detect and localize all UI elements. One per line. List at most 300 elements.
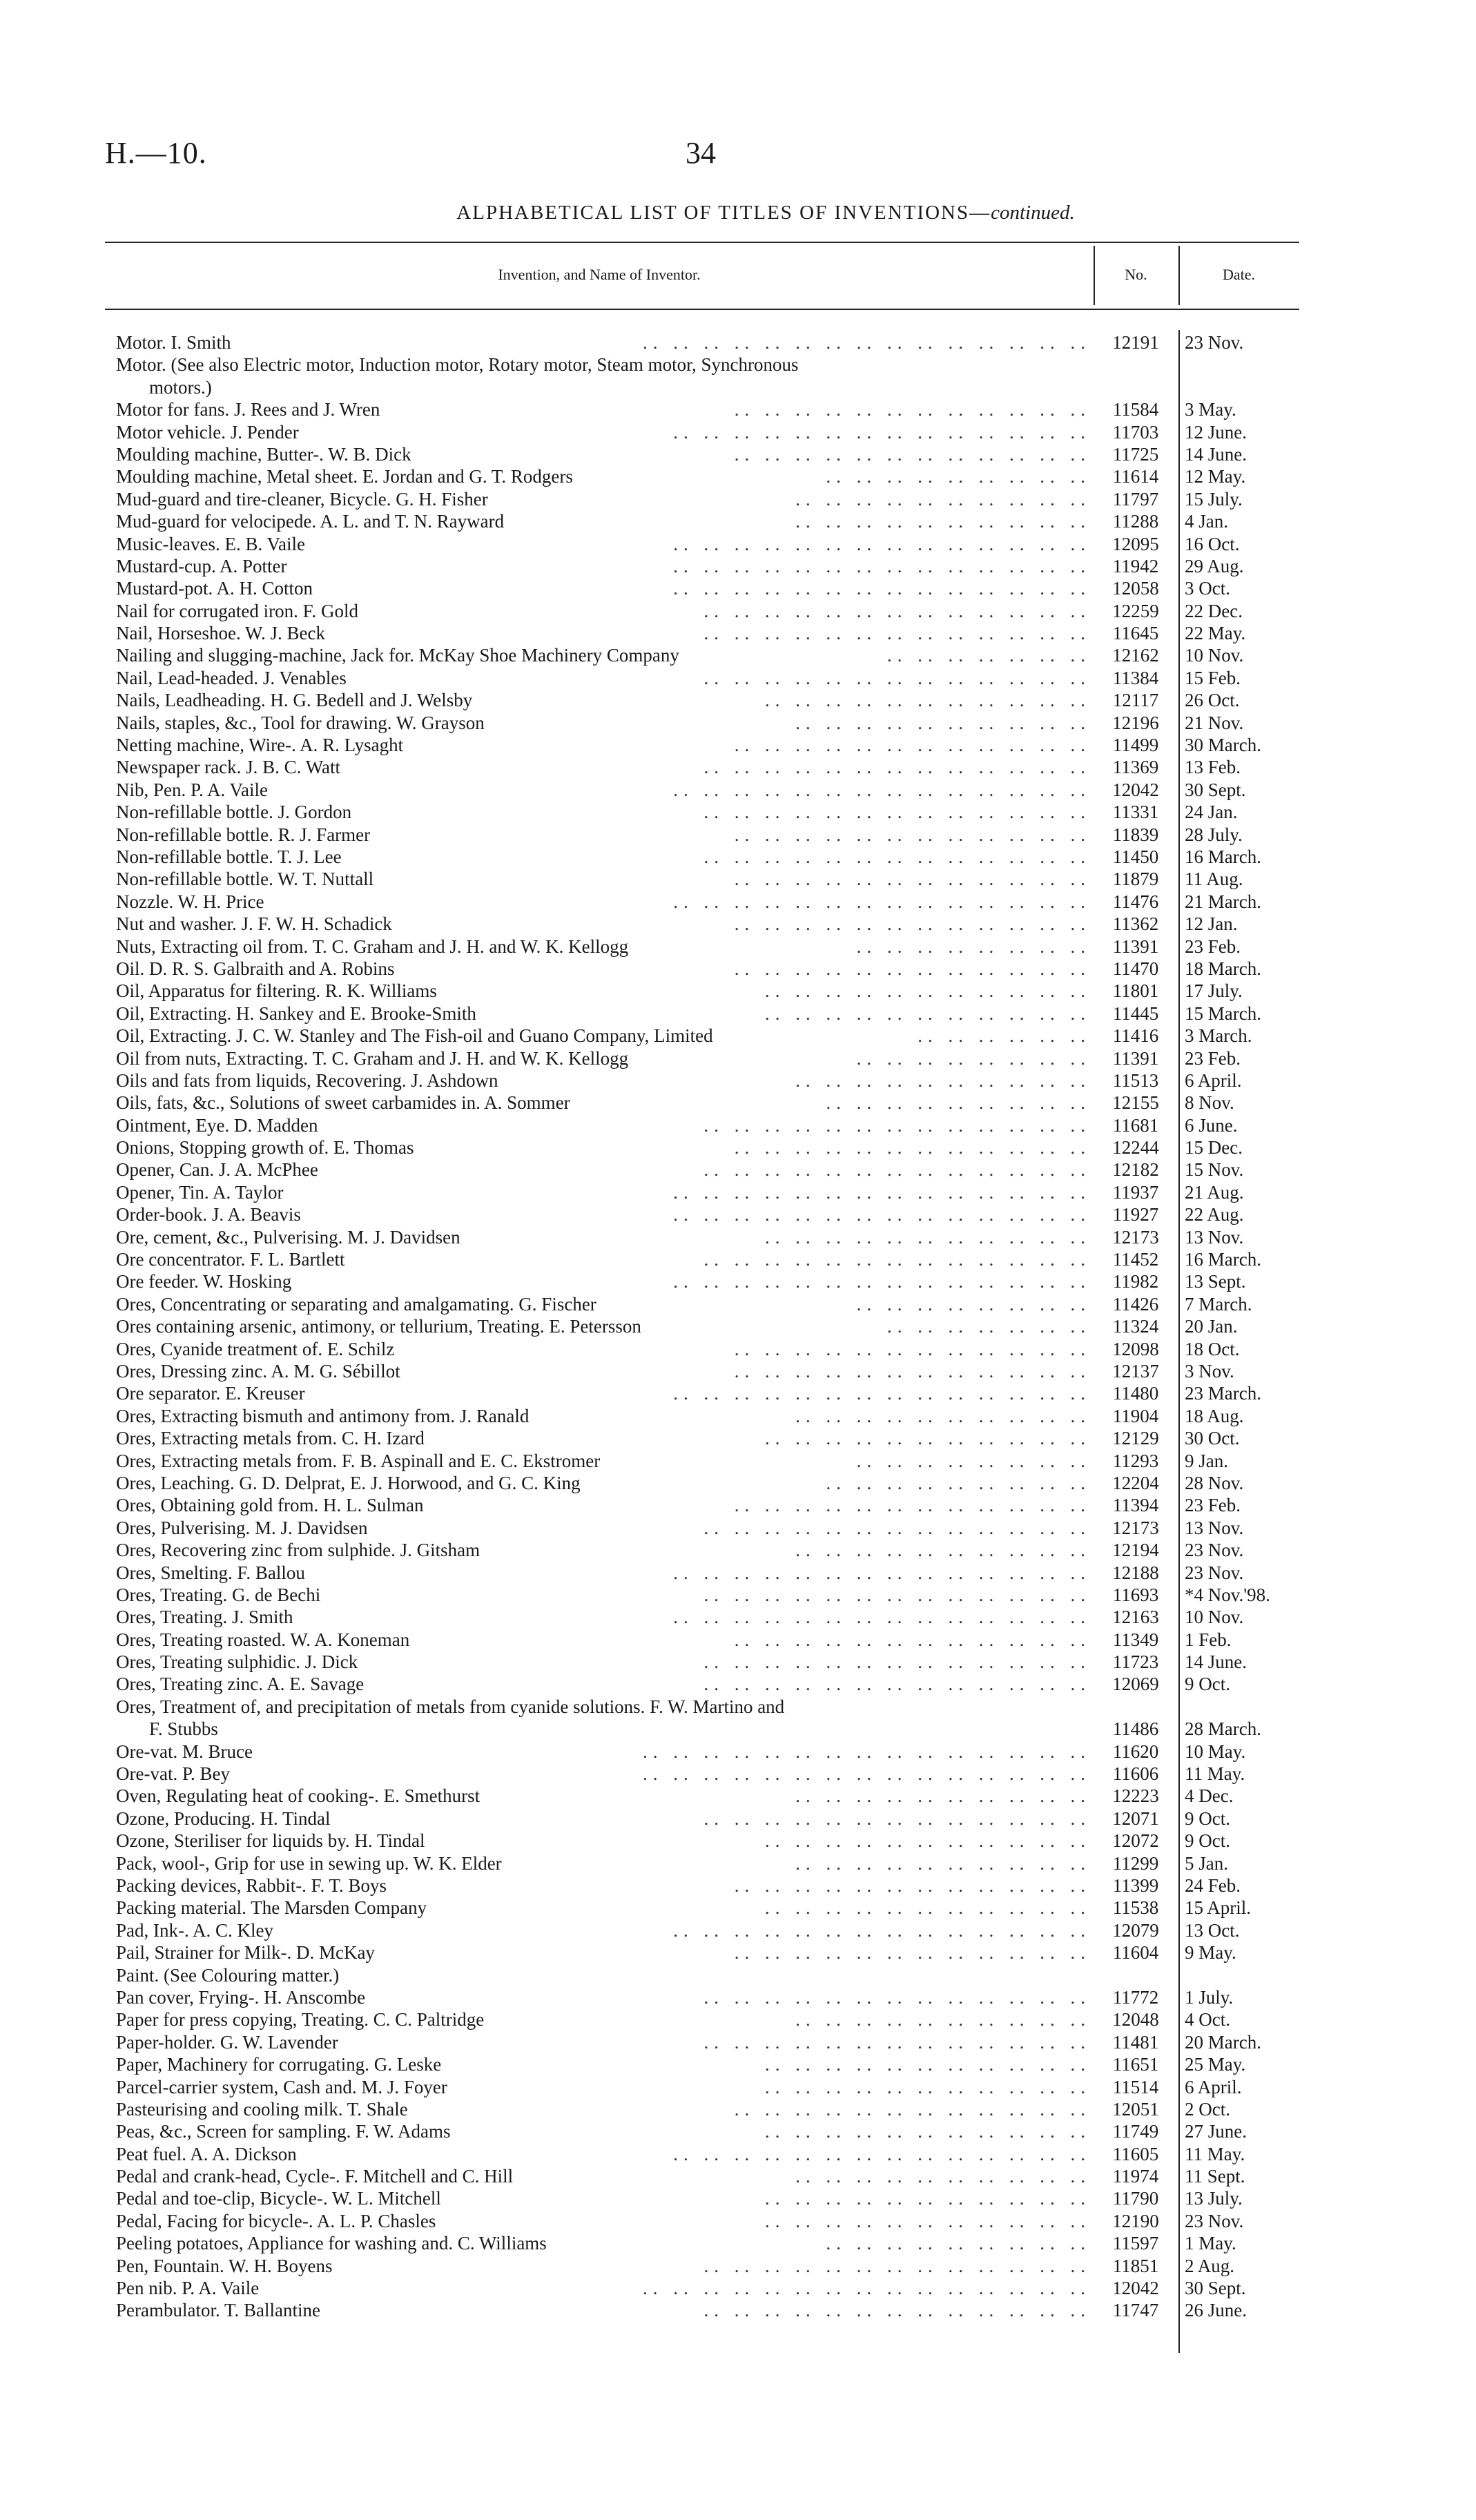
leader-dots: .. .. .. .. .. .. .. bbox=[887, 645, 1091, 666]
patent-number: 11597 bbox=[1112, 2233, 1159, 2254]
patent-date: 2 Aug. bbox=[1185, 2255, 1235, 2276]
leader-dots: .. .. .. .. .. .. .. .. .. .. .. .. .. .. .. bbox=[643, 1763, 1091, 1785]
leader-dots: .. .. .. .. .. .. .. .. .. .. .. bbox=[765, 2076, 1091, 2097]
patent-date: 28 Nov. bbox=[1185, 1472, 1244, 1493]
table-row bbox=[0, 913, 1476, 935]
invention-text: Ores, Leaching. G. D. Delprat, E. J. Horwood, and G. C. King bbox=[116, 1472, 581, 1493]
patent-date: 10 May. bbox=[1185, 1741, 1246, 1762]
patent-date: 23 March. bbox=[1185, 1383, 1261, 1404]
table-row bbox=[0, 2187, 1476, 2209]
table-row bbox=[0, 577, 1476, 599]
table-row bbox=[0, 2232, 1476, 2254]
invention-text: Ointment, Eye. D. Madden bbox=[116, 1114, 318, 1136]
invention-text: Ores, Pulverising. M. J. Davidsen bbox=[116, 1517, 368, 1538]
table-row bbox=[0, 510, 1476, 532]
leader-dots: .. .. .. .. .. .. .. .. .. .. .. .. .. .. bbox=[673, 533, 1091, 554]
patent-number: 11324 bbox=[1112, 1316, 1159, 1337]
table-row bbox=[0, 1584, 1476, 1606]
table-row bbox=[0, 1651, 1476, 1673]
patent-number: 11605 bbox=[1112, 2143, 1159, 2164]
patent-number: 12190 bbox=[1112, 2210, 1159, 2231]
table-row bbox=[0, 667, 1476, 689]
patent-number: 12155 bbox=[1112, 1092, 1159, 1114]
patent-date: 21 Aug. bbox=[1185, 1181, 1244, 1203]
patent-number: 11982 bbox=[1112, 1271, 1159, 1292]
patent-date: 1 July. bbox=[1185, 1986, 1234, 2008]
table-row bbox=[0, 1002, 1476, 1025]
invention-text: Ores, Treating. G. de Bechi bbox=[116, 1584, 321, 1605]
invention-text: Ore-vat. M. Bruce bbox=[116, 1741, 253, 1762]
table-row bbox=[0, 779, 1476, 801]
patent-date: 23 Nov. bbox=[1185, 1540, 1244, 1561]
table-row bbox=[0, 1360, 1476, 1382]
table-row bbox=[0, 1405, 1476, 1427]
patent-date: 4 Dec. bbox=[1185, 1785, 1234, 1807]
table-row bbox=[0, 1226, 1476, 1248]
invention-text: Packing devices, Rabbit-. F. T. Boys bbox=[116, 1874, 387, 1896]
invention-text: Pen nib. P. A. Vaile bbox=[116, 2278, 260, 2299]
patent-date: 26 June. bbox=[1185, 2300, 1247, 2321]
leader-dots: .. .. .. .. .. .. .. .. .. .. .. .. .. bbox=[703, 1651, 1091, 1673]
invention-text: Oils, fats, &c., Solutions of sweet carbamides in. A. Sommer bbox=[116, 1092, 570, 1114]
leader-dots: .. .. .. .. .. .. .. .. bbox=[856, 936, 1091, 957]
patent-number: 12058 bbox=[1112, 578, 1159, 599]
column-header-date: Date. bbox=[1222, 266, 1256, 283]
leader-dots: .. .. .. .. .. .. .. .. .. .. .. .. .. .. bbox=[673, 1181, 1091, 1203]
leader-dots: .. .. .. .. .. .. .. .. .. .. .. .. bbox=[734, 913, 1091, 935]
leader-dots: .. .. .. .. .. .. .. .. .. .. .. .. bbox=[734, 399, 1091, 420]
table-row bbox=[0, 1069, 1476, 1092]
patent-number: 11538 bbox=[1112, 1897, 1159, 1919]
patent-number: 12162 bbox=[1112, 645, 1159, 666]
invention-text: Ores, Extracting bismuth and antimony from. J. Ranald bbox=[116, 1405, 530, 1426]
patent-date: 7 March. bbox=[1185, 1293, 1252, 1315]
leader-dots: .. .. .. .. .. .. .. .. bbox=[856, 1047, 1091, 1069]
patent-date: 23 Nov. bbox=[1185, 1562, 1244, 1583]
patent-number: 11927 bbox=[1112, 1204, 1159, 1225]
leader-dots: .. .. .. .. .. .. .. .. .. .. .. bbox=[765, 1226, 1091, 1248]
leader-dots: .. .. .. .. .. .. .. .. .. .. .. .. bbox=[734, 1874, 1091, 1896]
invention-text: Pack, wool-, Grip for use in sewing up. W. K. Elder bbox=[116, 1852, 502, 1874]
leader-dots: .. .. .. .. .. .. .. .. .. .. .. .. .. .. bbox=[673, 1271, 1091, 1292]
patent-number: 12042 bbox=[1112, 2278, 1159, 2299]
leader-dots: .. .. .. .. .. .. .. .. .. .. bbox=[795, 1785, 1091, 1807]
invention-text: Motor for fans. J. Rees and J. Wren bbox=[116, 399, 380, 420]
table-row bbox=[0, 331, 1476, 353]
patent-number: 12069 bbox=[1112, 1674, 1159, 1695]
invention-text: Ores, Treating zinc. A. E. Savage bbox=[116, 1674, 365, 1695]
invention-text: Nailing and slugging-machine, Jack for. McKay Shoe Machinery Company bbox=[116, 645, 679, 666]
patent-date: 13 Nov. bbox=[1185, 1517, 1244, 1538]
table-row bbox=[0, 1114, 1476, 1136]
patent-date: 18 March. bbox=[1185, 958, 1261, 979]
patent-date: 13 Oct. bbox=[1185, 1919, 1240, 1941]
leader-dots: .. .. .. .. .. .. .. .. .. bbox=[826, 466, 1091, 487]
patent-number: 12048 bbox=[1112, 2009, 1159, 2030]
leader-dots: .. .. .. .. .. .. .. .. .. .. .. .. .. bbox=[703, 1986, 1091, 2008]
patent-date: 3 May. bbox=[1185, 399, 1236, 420]
invention-text: Motor. I. Smith bbox=[116, 332, 231, 353]
leader-dots: .. .. .. .. .. .. .. .. .. .. bbox=[795, 1852, 1091, 1874]
patent-number: 11620 bbox=[1112, 1741, 1159, 1762]
leader-dots: .. .. .. .. .. .. .. .. .. .. .. bbox=[765, 2054, 1091, 2075]
patent-date: 14 June. bbox=[1185, 1651, 1247, 1673]
invention-text: Nib, Pen. P. A. Vaile bbox=[116, 779, 269, 800]
table-row bbox=[0, 1293, 1476, 1315]
patent-number: 11331 bbox=[1112, 802, 1159, 823]
patent-number: 12098 bbox=[1112, 1338, 1159, 1359]
patent-date: 30 Oct. bbox=[1185, 1428, 1240, 1449]
invention-text: Netting machine, Wire-. A. R. Lysaght bbox=[116, 735, 404, 756]
invention-text: Ores, Treating. J. Smith bbox=[116, 1607, 293, 1628]
leader-dots: .. .. .. .. .. .. .. .. .. bbox=[826, 1092, 1091, 1114]
leader-dots: .. .. .. .. .. .. .. .. .. .. .. .. bbox=[734, 1942, 1091, 1964]
table-row bbox=[0, 1919, 1476, 1941]
table-row bbox=[0, 1830, 1476, 1852]
table-row bbox=[0, 1203, 1476, 1225]
invention-text: Mud-guard and tire-cleaner, Bicycle. G. H. Fisher bbox=[116, 488, 488, 510]
patent-date: 10 Nov. bbox=[1185, 645, 1244, 666]
table-row bbox=[0, 891, 1476, 913]
leader-dots: .. .. .. .. .. .. .. .. .. .. .. .. .. .. bbox=[673, 1383, 1091, 1404]
invention-text: Peas, &c., Screen for sampling. F. W. Adams bbox=[116, 2121, 451, 2142]
table-row bbox=[0, 2120, 1476, 2142]
patent-number: 12071 bbox=[1112, 1807, 1159, 1829]
patent-date: 30 Sept. bbox=[1185, 2278, 1246, 2299]
invention-text: Non-refillable bottle. R. J. Farmer bbox=[116, 824, 371, 845]
inventions-list bbox=[0, 331, 1476, 2322]
leader-dots: .. .. .. .. .. .. .. .. .. .. bbox=[795, 1540, 1091, 1561]
leader-dots: .. .. .. .. .. .. .. .. .. .. .. .. bbox=[734, 735, 1091, 756]
patent-number: 11974 bbox=[1112, 2166, 1159, 2187]
patent-date: 22 Dec. bbox=[1185, 600, 1243, 621]
table-row bbox=[0, 801, 1476, 823]
patent-date: 16 March. bbox=[1185, 1249, 1261, 1270]
table-row bbox=[0, 936, 1476, 958]
invention-text: Pail, Strainer for Milk-. D. McKay bbox=[116, 1942, 375, 1964]
table-row bbox=[0, 1517, 1476, 1539]
table-row bbox=[0, 1741, 1476, 1763]
invention-text: Ore separator. E. Kreuser bbox=[116, 1383, 305, 1404]
patent-number: 12173 bbox=[1112, 1226, 1159, 1248]
leader-dots: .. .. .. .. .. .. .. .. .. bbox=[826, 1472, 1091, 1493]
leader-dots: .. .. .. .. .. .. .. .. .. .. bbox=[795, 511, 1091, 532]
invention-text-continued: motors.) bbox=[149, 376, 212, 398]
patent-date: 11 May. bbox=[1185, 1763, 1245, 1785]
invention-text: Ore-vat. P. Bey bbox=[116, 1763, 230, 1785]
leader-dots: .. .. .. .. .. .. .. .. .. .. .. bbox=[765, 1428, 1091, 1449]
table-row bbox=[0, 488, 1476, 510]
leader-dots: .. .. .. .. .. .. .. .. .. .. .. .. .. bbox=[703, 1159, 1091, 1181]
invention-text: Ozone, Steriliser for liquids by. H. Tindal bbox=[116, 1830, 425, 1852]
invention-text: Ore concentrator. F. L. Bartlett bbox=[116, 1249, 345, 1270]
leader-dots: .. .. .. .. .. .. .. .. .. .. bbox=[795, 712, 1091, 733]
leader-dots: .. .. .. .. .. .. bbox=[917, 1025, 1091, 1047]
patent-date: 13 Sept. bbox=[1185, 1271, 1246, 1292]
patent-date: 21 Nov. bbox=[1185, 712, 1244, 733]
patent-number: 12129 bbox=[1112, 1428, 1159, 1449]
leader-dots: .. .. .. .. .. .. .. .. .. .. .. .. .. .. .. bbox=[643, 1741, 1091, 1762]
table-row bbox=[0, 1248, 1476, 1270]
patent-date: 10 Nov. bbox=[1185, 1607, 1244, 1628]
leader-dots: .. .. .. .. .. .. .. .. .. .. .. .. .. bbox=[703, 802, 1091, 823]
patent-date: 4 Jan. bbox=[1185, 511, 1228, 532]
patent-number: 11797 bbox=[1112, 488, 1159, 510]
leader-dots: .. .. .. .. .. .. .. .. .. .. .. .. .. bbox=[703, 757, 1091, 778]
table-row bbox=[0, 2165, 1476, 2187]
patent-number: 11723 bbox=[1112, 1651, 1159, 1673]
leader-dots: .. .. .. .. .. .. .. .. .. .. .. .. .. .. bbox=[673, 1607, 1091, 1628]
invention-text: Pedal and toe-clip, Bicycle-. W. L. Mitchell bbox=[116, 2188, 441, 2209]
patent-date: 3 Oct. bbox=[1185, 578, 1230, 599]
leader-dots: .. .. .. .. .. .. .. .. .. .. .. .. bbox=[734, 1495, 1091, 1516]
table-row bbox=[0, 1494, 1476, 1516]
patent-date: 23 Feb. bbox=[1185, 1047, 1241, 1069]
patent-number: 11606 bbox=[1112, 1763, 1159, 1785]
patent-number: 11772 bbox=[1112, 1986, 1159, 2008]
invention-text: Oil from nuts, Extracting. T. C. Graham and J. H. and W. K. Kellogg bbox=[116, 1047, 629, 1069]
leader-dots: .. .. .. .. .. .. .. .. .. .. .. .. bbox=[734, 958, 1091, 979]
table-row bbox=[0, 1539, 1476, 1561]
patent-number: 11604 bbox=[1112, 1942, 1159, 1964]
invention-text: Ores, Smelting. F. Ballou bbox=[116, 1562, 305, 1583]
invention-text: Oil, Extracting. J. C. W. Stanley and The Fish-oil and Guano Company, Limited bbox=[116, 1025, 713, 1047]
invention-text-continued: F. Stubbs bbox=[149, 1718, 218, 1740]
invention-text: Opener, Can. J. A. McPhee bbox=[116, 1159, 318, 1181]
invention-text: Parcel-carrier system, Cash and. M. J. Foyer bbox=[116, 2076, 447, 2097]
table-row bbox=[0, 421, 1476, 443]
table-row bbox=[0, 734, 1476, 756]
table-row bbox=[0, 353, 1476, 398]
leader-dots: .. .. .. .. .. .. .. .. .. .. .. .. .. .. bbox=[673, 1562, 1091, 1583]
patent-number: 12223 bbox=[1112, 1785, 1159, 1807]
invention-text: Ore feeder. W. Hosking bbox=[116, 1271, 292, 1292]
patent-date: 30 Sept. bbox=[1185, 779, 1246, 800]
patent-date: 5 Jan. bbox=[1185, 1852, 1228, 1874]
patent-date: 24 Feb. bbox=[1185, 1874, 1241, 1896]
patent-date: 20 Jan. bbox=[1185, 1316, 1238, 1337]
patent-number: 11879 bbox=[1112, 869, 1159, 890]
patent-number: 11452 bbox=[1112, 1249, 1159, 1270]
table-row bbox=[0, 2143, 1476, 2165]
invention-text: Non-refillable bottle. T. J. Lee bbox=[116, 846, 342, 867]
patent-date: 23 Feb. bbox=[1185, 1495, 1241, 1516]
patent-number: 11584 bbox=[1112, 399, 1159, 420]
table-row bbox=[0, 1427, 1476, 1449]
patent-date: 6 June. bbox=[1185, 1114, 1238, 1136]
patent-date: 8 Nov. bbox=[1185, 1092, 1234, 1114]
leader-dots: .. .. .. .. .. .. .. .. .. .. .. .. .. .. .. bbox=[643, 332, 1091, 353]
patent-date: 15 Nov. bbox=[1185, 1159, 1244, 1181]
list-title-continued: continued. bbox=[991, 202, 1075, 224]
table-row bbox=[0, 958, 1476, 980]
patent-number: 12117 bbox=[1112, 690, 1159, 711]
invention-text: Paper-holder. G. W. Lavender bbox=[116, 2031, 338, 2053]
patent-number: 11394 bbox=[1112, 1495, 1159, 1516]
patent-date: 9 May. bbox=[1185, 1942, 1236, 1964]
patent-date: 1 May. bbox=[1185, 2233, 1236, 2254]
list-title bbox=[0, 202, 1476, 224]
invention-text: Perambulator. T. Ballantine bbox=[116, 2300, 320, 2321]
leader-dots: .. .. .. .. .. .. .. .. .. .. .. .. .. bbox=[703, 1249, 1091, 1270]
invention-text: Motor. (See also Electric motor, Induction motor, Rotary motor, Steam motor, Synchronous bbox=[116, 354, 799, 376]
page-number: 34 bbox=[686, 136, 716, 170]
patent-date: 15 March. bbox=[1185, 1002, 1261, 1024]
table-row bbox=[0, 689, 1476, 711]
leader-dots: .. .. .. .. .. .. .. .. .. .. .. .. .. bbox=[703, 2300, 1091, 2321]
leader-dots: .. .. .. .. .. .. .. .. .. .. .. .. .. .. bbox=[673, 421, 1091, 443]
invention-text: Nuts, Extracting oil from. T. C. Graham and J. H. and W. K. Kellogg bbox=[116, 936, 629, 957]
leader-dots: .. .. .. .. .. .. .. .. .. .. .. .. .. bbox=[703, 667, 1091, 688]
patent-number: 12095 bbox=[1112, 533, 1159, 554]
table-row bbox=[0, 1270, 1476, 1292]
invention-text: Ores, Cyanide treatment of. E. Schilz bbox=[116, 1338, 395, 1359]
table-row bbox=[0, 622, 1476, 644]
table-row bbox=[0, 980, 1476, 1002]
patent-date: 21 March. bbox=[1185, 891, 1261, 912]
leader-dots: .. .. .. .. .. .. .. .. .. .. .. bbox=[765, 2188, 1091, 2209]
leader-dots: .. .. .. .. .. .. .. .. bbox=[856, 1450, 1091, 1471]
invention-text: Paint. (See Colouring matter.) bbox=[116, 1964, 340, 1986]
invention-text: Oven, Regulating heat of cooking-. E. Smethurst bbox=[116, 1785, 480, 1807]
table-row bbox=[0, 1852, 1476, 1874]
patent-number: 11470 bbox=[1112, 958, 1159, 979]
header-rule-top bbox=[105, 242, 1299, 243]
table-row bbox=[0, 1472, 1476, 1494]
patent-date: 15 Feb. bbox=[1185, 667, 1241, 688]
patent-date: 15 April. bbox=[1185, 1897, 1252, 1919]
table-row bbox=[0, 1696, 1476, 1741]
invention-text: Pad, Ink-. A. C. Kley bbox=[116, 1919, 273, 1941]
invention-text: Packing material. The Marsden Company bbox=[116, 1897, 427, 1919]
table-row bbox=[0, 1315, 1476, 1337]
table-row bbox=[0, 868, 1476, 890]
leader-dots: .. .. .. .. .. .. .. .. .. bbox=[826, 2233, 1091, 2254]
leader-dots: .. .. .. .. .. .. .. bbox=[887, 1316, 1091, 1337]
invention-text: Pedal and crank-head, Cycle-. F. Mitchell and C. Hill bbox=[116, 2166, 514, 2187]
table-row bbox=[0, 1047, 1476, 1069]
patent-number: 12191 bbox=[1112, 332, 1159, 353]
table-row bbox=[0, 1562, 1476, 1584]
table-row bbox=[0, 1807, 1476, 1830]
table-row bbox=[0, 2076, 1476, 2098]
column-header-number: No. bbox=[1125, 266, 1147, 283]
patent-number: 11391 bbox=[1112, 936, 1159, 957]
patent-number: 12072 bbox=[1112, 1830, 1159, 1852]
patent-number: 11725 bbox=[1112, 443, 1159, 465]
leader-dots: .. .. .. .. .. .. .. .. .. .. .. .. .. bbox=[703, 2255, 1091, 2276]
invention-text: Non-refillable bottle. W. T. Nuttall bbox=[116, 869, 374, 890]
patent-date: 22 May. bbox=[1185, 623, 1246, 644]
patent-number: 11349 bbox=[1112, 1629, 1159, 1650]
patent-number: 12079 bbox=[1112, 1919, 1159, 1941]
list-title-main: ALPHABETICAL LIST OF TITLES OF INVENTIONS— bbox=[456, 202, 991, 224]
patent-date: 15 July. bbox=[1185, 488, 1243, 510]
invention-text: Onions, Stopping growth of. E. Thomas bbox=[116, 1137, 414, 1159]
leader-dots: .. .. .. .. .. .. .. .. .. .. .. .. .. .. .. bbox=[643, 2278, 1091, 2299]
leader-dots: .. .. .. .. .. .. .. .. .. .. .. .. .. .. bbox=[673, 779, 1091, 800]
leader-dots: .. .. .. .. .. .. .. .. .. .. .. .. .. .. bbox=[673, 578, 1091, 599]
patent-date: 25 May. bbox=[1185, 2054, 1246, 2075]
patent-number: 12137 bbox=[1112, 1360, 1159, 1382]
leader-dots: .. .. .. .. .. .. .. .. .. .. .. .. .. .. bbox=[673, 891, 1091, 912]
invention-text: Moulding machine, Butter-. W. B. Dick bbox=[116, 443, 411, 465]
patent-date: 3 March. bbox=[1185, 1025, 1252, 1047]
patent-number: 11445 bbox=[1112, 1002, 1159, 1024]
patent-number: 11937 bbox=[1112, 1181, 1159, 1203]
leader-dots: .. .. .. .. .. .. .. .. .. .. .. bbox=[765, 1830, 1091, 1852]
patent-date: 24 Jan. bbox=[1185, 802, 1238, 823]
patent-date: 13 July. bbox=[1185, 2188, 1243, 2209]
header-rule-bottom bbox=[105, 309, 1299, 310]
patent-number: 12182 bbox=[1112, 1159, 1159, 1181]
invention-text: Non-refillable bottle. J. Gordon bbox=[116, 802, 352, 823]
table-row bbox=[0, 1092, 1476, 1114]
patent-date: 3 Nov. bbox=[1185, 1360, 1234, 1382]
patent-number: 11645 bbox=[1112, 623, 1159, 644]
leader-dots: .. .. .. .. .. .. .. .. .. .. .. .. .. .. bbox=[673, 2143, 1091, 2164]
leader-dots: .. .. .. .. .. .. .. .. .. .. .. .. .. bbox=[703, 1517, 1091, 1538]
leader-dots: .. .. .. .. .. .. .. .. .. .. bbox=[795, 1405, 1091, 1426]
leader-dots: .. .. .. .. .. .. .. .. .. .. .. bbox=[765, 690, 1091, 711]
table-row bbox=[0, 1986, 1476, 2008]
invention-text: Nail, Horseshoe. W. J. Beck bbox=[116, 623, 325, 644]
invention-text: Ore, cement, &c., Pulverising. M. J. Davidsen bbox=[116, 1226, 460, 1248]
patent-date: 14 June. bbox=[1185, 443, 1247, 465]
patent-number: 11747 bbox=[1112, 2300, 1159, 2321]
invention-text: Mud-guard for velocipede. A. L. and T. N. Rayward bbox=[116, 511, 505, 532]
patent-number: 12244 bbox=[1112, 1137, 1159, 1159]
patent-date: 9 Oct. bbox=[1185, 1830, 1230, 1852]
leader-dots: .. .. .. .. .. .. .. .. bbox=[856, 1293, 1091, 1315]
invention-title bbox=[116, 353, 1088, 398]
invention-text: Opener, Tin. A. Taylor bbox=[116, 1181, 284, 1203]
invention-text: Ores containing arsenic, antimony, or tellurium, Treating. E. Petersson bbox=[116, 1316, 641, 1337]
patent-number: 11369 bbox=[1112, 757, 1159, 778]
patent-date: 9 Jan. bbox=[1185, 1450, 1228, 1471]
leader-dots: .. .. .. .. .. .. .. .. .. .. .. .. .. bbox=[703, 1584, 1091, 1605]
patent-date: 20 March. bbox=[1185, 2031, 1261, 2053]
invention-text: Moulding machine, Metal sheet. E. Jordan and G. T. Rodgers bbox=[116, 466, 573, 487]
patent-number: 11288 bbox=[1112, 511, 1159, 532]
invention-text: Ores, Recovering zinc from sulphide. J. Gitsham bbox=[116, 1540, 480, 1561]
invention-text: Nails, Leadheading. H. G. Bedell and J. Welsby bbox=[116, 690, 473, 711]
table-row bbox=[0, 2277, 1476, 2299]
patent-number: 12196 bbox=[1112, 712, 1159, 733]
leader-dots: .. .. .. .. .. .. .. .. .. .. .. bbox=[765, 980, 1091, 1002]
patent-number: 11499 bbox=[1112, 735, 1159, 756]
table-row bbox=[0, 1785, 1476, 1807]
table-row bbox=[0, 2053, 1476, 2075]
patent-date: 23 Nov. bbox=[1185, 2210, 1244, 2231]
patent-number: 11703 bbox=[1112, 421, 1159, 443]
patent-number: 11942 bbox=[1112, 555, 1159, 576]
patent-number: 11790 bbox=[1112, 2188, 1159, 2209]
leader-dots: .. .. .. .. .. .. .. .. .. .. .. .. .. bbox=[703, 1114, 1091, 1136]
patent-date: 16 Oct. bbox=[1185, 533, 1240, 554]
invention-title bbox=[116, 1696, 1088, 1741]
patent-date: 11 Sept. bbox=[1185, 2166, 1245, 2187]
leader-dots: .. .. .. .. .. .. .. .. .. .. .. .. .. .. bbox=[673, 1204, 1091, 1225]
patent-date: 4 Oct. bbox=[1185, 2009, 1230, 2030]
leader-dots: .. .. .. .. .. .. .. .. .. .. .. .. .. bbox=[703, 1807, 1091, 1829]
invention-text: Ores, Treating roasted. W. A. Koneman bbox=[116, 1629, 410, 1650]
leader-dots: .. .. .. .. .. .. .. .. .. .. .. .. .. .. bbox=[673, 1919, 1091, 1941]
patent-date: 30 March. bbox=[1185, 735, 1261, 756]
table-row bbox=[0, 1763, 1476, 1785]
table-row bbox=[0, 443, 1476, 465]
patent-date: 9 Oct. bbox=[1185, 1674, 1230, 1695]
